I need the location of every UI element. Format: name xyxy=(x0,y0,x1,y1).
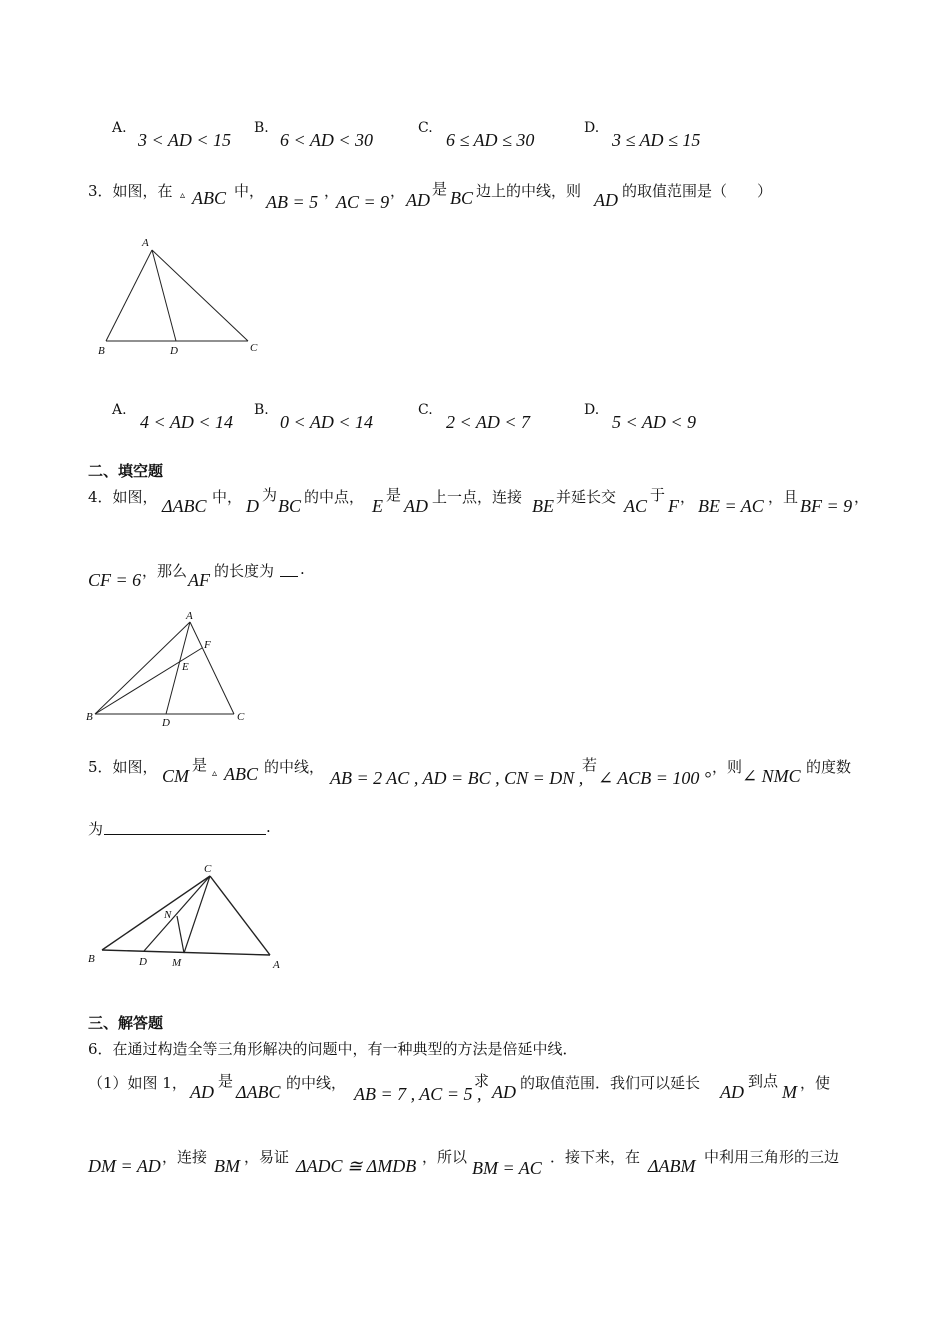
label-f: F xyxy=(204,639,211,651)
math-conditions: AB = 2 AC , AD = BC , CN = DN , xyxy=(330,768,584,788)
math-bm-ac: BM = AC xyxy=(472,1158,542,1178)
text: . xyxy=(266,818,271,836)
text: 的度数 xyxy=(806,758,852,776)
text: 是 xyxy=(432,180,448,198)
math-m: M xyxy=(782,1082,797,1102)
option-label: D. xyxy=(584,120,600,136)
text: 上一点，连接 xyxy=(432,488,523,506)
math-af: AF xyxy=(188,570,210,590)
q5-triangle-figure xyxy=(80,846,290,976)
text: ， xyxy=(324,182,340,200)
label-n: N xyxy=(164,909,172,921)
text: 并延长交 xyxy=(556,488,617,506)
label-d: D xyxy=(170,345,178,357)
math-angle-nmc: ∠ NMC xyxy=(742,766,801,786)
text: ，使 xyxy=(800,1074,831,1092)
label-e: E xyxy=(182,661,189,673)
question-5-text-cont xyxy=(88,816,388,840)
math-ad: AD xyxy=(594,190,618,210)
text: 是 xyxy=(192,756,208,774)
segment-bf xyxy=(95,648,202,714)
text: 中， xyxy=(234,182,265,200)
text: 中， xyxy=(212,488,243,506)
question-6-part1-cont xyxy=(88,1144,878,1180)
text: 边上的中线，则 xyxy=(476,182,582,200)
section-heading-fill-in: 二、填空题 xyxy=(88,462,164,480)
segment-nm xyxy=(177,916,184,953)
answer-blank[interactable] xyxy=(280,572,298,577)
math-congruence: ΔADC ≅ ΔMDB xyxy=(296,1156,417,1176)
option-label: C. xyxy=(418,120,433,136)
text: ，所以 xyxy=(422,1148,468,1166)
option-label: B. xyxy=(254,402,269,418)
math-abc: ΔABC xyxy=(162,496,207,516)
option-expr: 3 < AD < 15 xyxy=(138,130,231,150)
math-ad: AD xyxy=(190,1082,214,1102)
text: ，且 xyxy=(768,488,799,506)
q3-number: 3．如图，在 xyxy=(88,182,173,200)
segment-ac xyxy=(152,250,248,341)
math-bm: BM xyxy=(214,1156,240,1176)
question-3-text xyxy=(88,178,868,214)
segment-ca xyxy=(210,876,270,955)
text: ， xyxy=(854,488,870,506)
option-expr: 6 ≤ AD ≤ 30 xyxy=(446,130,535,150)
segment-ab xyxy=(106,250,152,341)
text: ．接下来，在 xyxy=(550,1148,641,1166)
text: 到点 xyxy=(748,1072,779,1090)
text: ， xyxy=(390,182,406,200)
math-angle-acb: ∠ ACB = 100 ° xyxy=(598,768,712,788)
label-b: B xyxy=(88,953,95,965)
segment-ac xyxy=(190,622,234,714)
text: ， xyxy=(680,488,696,506)
segment-ba xyxy=(102,950,270,955)
math-f: F xyxy=(668,496,679,516)
option-expr: 3 ≤ AD ≤ 15 xyxy=(612,130,701,150)
option-label: A. xyxy=(112,120,127,136)
math-abc: ABC xyxy=(224,764,258,784)
math-dm-ad: DM = AD xyxy=(88,1156,161,1176)
q5-number: 5．如图， xyxy=(88,758,158,776)
option-label: D. xyxy=(584,402,600,418)
triangle-symbol: ▵ xyxy=(212,768,218,779)
text: ，那么 xyxy=(142,562,188,580)
text: . xyxy=(300,560,305,578)
math-be-ac: BE = AC xyxy=(698,496,764,516)
math-ab: AB = 5 xyxy=(266,192,319,212)
label-d: D xyxy=(139,956,147,968)
text: 的中线， xyxy=(286,1074,347,1092)
segment-cm xyxy=(184,876,210,953)
text: ，连接 xyxy=(162,1148,208,1166)
math-ad: AD xyxy=(492,1082,516,1102)
math-ac: AC = 9 xyxy=(336,192,390,212)
math-abc: ABC xyxy=(192,188,226,208)
text: ，易证 xyxy=(244,1148,290,1166)
label-d: D xyxy=(162,717,170,729)
section-heading-answer: 三、解答题 xyxy=(88,1014,164,1032)
question-6-intro: 6．在通过构造全等三角形解决的问题中，有一种典型的方法是倍延中线． xyxy=(88,1040,578,1058)
option-label: A. xyxy=(112,402,127,418)
option-expr: 2 < AD < 7 xyxy=(446,412,530,432)
math-bc: BC xyxy=(450,188,474,208)
question-6-part1 xyxy=(88,1070,878,1106)
text: 为 xyxy=(88,820,104,838)
question-5-text xyxy=(88,754,878,790)
text: 的中线， xyxy=(264,758,325,776)
option-label: C. xyxy=(418,402,433,418)
math-cf: CF = 6 xyxy=(88,570,142,590)
text: 是 xyxy=(386,486,402,504)
question-4-text xyxy=(88,484,878,520)
q4-number: 4．如图， xyxy=(88,488,158,506)
text: ，则 xyxy=(712,758,743,776)
label-c: C xyxy=(237,711,245,723)
math-bf: BF = 9 xyxy=(800,496,853,516)
segment-ad xyxy=(152,250,176,341)
triangle-symbol: ▵ xyxy=(180,190,186,201)
math-ac: AC xyxy=(624,496,648,516)
label-a: A xyxy=(273,959,280,971)
text: 中利用三角形的三边 xyxy=(704,1148,840,1166)
math-d: D xyxy=(246,496,259,516)
answer-blank[interactable] xyxy=(104,830,266,835)
option-expr: 5 < AD < 9 xyxy=(612,412,696,432)
label-c: C xyxy=(250,342,258,354)
text: 是 xyxy=(218,1072,234,1090)
label-b: B xyxy=(86,711,93,723)
label-a: A xyxy=(186,610,193,622)
math-be: BE xyxy=(532,496,554,516)
math-ad: AD xyxy=(404,496,428,516)
label-b: B xyxy=(98,345,105,357)
label-m: M xyxy=(172,957,182,969)
math-bc: BC xyxy=(278,496,302,516)
option-label: B. xyxy=(254,120,269,136)
segment-ab xyxy=(95,622,190,714)
label-c: C xyxy=(204,863,212,875)
text: 求 xyxy=(474,1072,490,1090)
math-abc: ΔABC xyxy=(236,1082,281,1102)
text: 的长度为 xyxy=(214,562,275,580)
option-expr: 0 < AD < 14 xyxy=(280,412,373,432)
q3-triangle-figure xyxy=(94,234,274,364)
question-4-text-cont xyxy=(88,558,588,594)
text: 的取值范围．我们可以延长 xyxy=(520,1074,701,1092)
math-ad: AD xyxy=(406,190,430,210)
segment-cb xyxy=(102,876,210,950)
label-a: A xyxy=(142,237,149,249)
math-conditions: AB = 7 , AC = 5 , xyxy=(354,1084,482,1104)
option-expr: 4 < AD < 14 xyxy=(140,412,233,432)
option-expr: 6 < AD < 30 xyxy=(280,130,373,150)
text: 于 xyxy=(650,486,666,504)
math-e: E xyxy=(372,496,383,516)
part-number: （1）如图 1， xyxy=(88,1074,187,1092)
math-abm: ΔABM xyxy=(648,1156,696,1176)
math-ad: AD xyxy=(720,1082,744,1102)
math-cm: CM xyxy=(162,766,189,786)
text: 为 xyxy=(262,486,278,504)
text: 若 xyxy=(582,756,598,774)
segment-cd xyxy=(144,876,210,951)
text: 的取值范围是（ ） xyxy=(622,182,773,200)
q4-triangle-figure xyxy=(82,610,262,730)
text: 的中点， xyxy=(304,488,365,506)
